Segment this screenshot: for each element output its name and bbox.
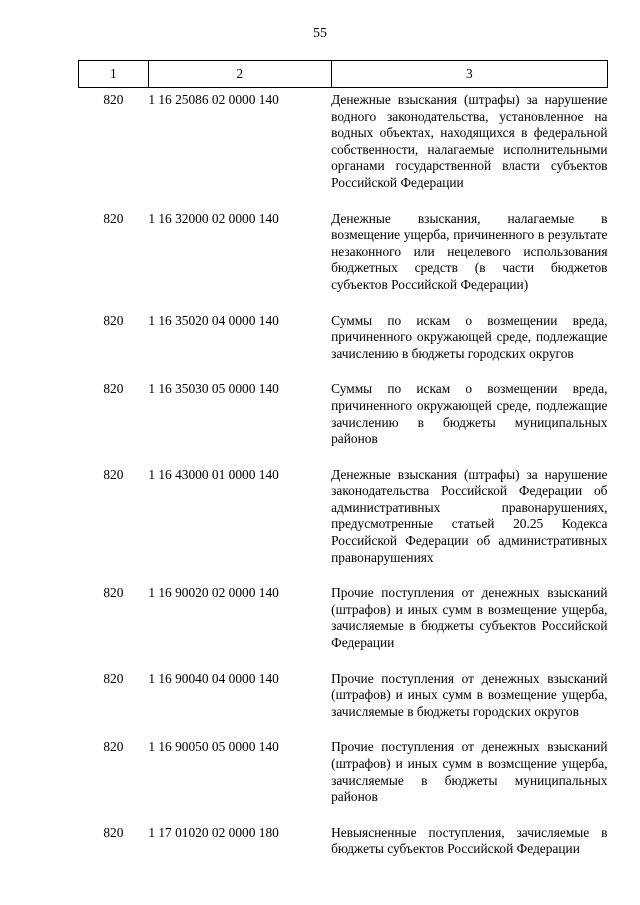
revenue-description: Денежные взыскания (штрафы) за нарушение законодательства Российской Федерации об административных правонарушениях, предусмотренные статьей 20.25 Кодекса Российской Федерации об административных правонарушениях [331, 466, 608, 565]
revenue-code: 1 16 35030 05 0000 140 [148, 381, 279, 397]
revenue-code: 1 16 32000 02 0000 140 [148, 210, 279, 226]
column-header-1: 1 [79, 61, 149, 88]
revenue-description: Денежные взыскания, налагаемые в возмещение ущерба, причиненного в результате незаконного или нецелевого использования бюджетных средств (в части бюджетов субъектов Российской Федерации) [331, 210, 608, 292]
page-number: 55 [313, 26, 327, 41]
revenue-description: Прочие поступления от денежных взысканий (штрафов) и иных сумм в возмсщение ущерба, зачисляемые в бюджеты муниципальных районов [331, 739, 608, 805]
admin-code: 820 [103, 585, 124, 601]
admin-code: 820 [103, 739, 124, 755]
revenue-description: Суммы по искам о возмещении вреда, причиненного окружающей среде, подлежащие зачислению в бюджеты городских округов [331, 312, 608, 361]
revenue-code: 1 16 90020 02 0000 140 [148, 585, 279, 601]
revenue-description: Прочие поступления от денежных взысканий (штрафов) и иных сумм в возмещение ущерба, зачисляемые в бюджеты субъектов Российской Федерации [331, 585, 608, 651]
admin-code: 820 [103, 312, 124, 328]
revenue-code: 1 16 35020 04 0000 140 [148, 312, 279, 328]
table-row [79, 88, 608, 211]
admin-code: 820 [103, 824, 124, 840]
revenue-description: Денежные взыскания (штрафы) за нарушение водного законодательства, установленное на водных объектах, находящихся в федеральной собственности, налагаемые исполнительными органами государственной власти субъектов Российской Федерации [331, 92, 608, 190]
table-row [79, 585, 608, 670]
table-row [79, 671, 608, 740]
admin-code: 820 [103, 670, 124, 686]
revenue-code: 1 16 43000 01 0000 140 [148, 466, 279, 482]
table-row [79, 381, 608, 466]
table-row [79, 825, 608, 877]
revenue-description: Невыясненные поступления, зачисляемые в бюджеты субъектов Российской Федерации [331, 824, 608, 857]
revenue-description: Прочие поступления от денежных взысканий (штрафов) и иных сумм в возмещение ущерба, зачисляемые в бюджеты городских округов [331, 670, 608, 719]
revenue-code: 1 16 90050 05 0000 140 [148, 739, 279, 755]
column-header-2: 2 [148, 61, 331, 88]
table-row [79, 313, 608, 382]
admin-code: 820 [103, 92, 124, 107]
revenue-code: 1 17 01020 02 0000 180 [148, 824, 279, 840]
table-header-row [79, 61, 608, 88]
admin-code: 820 [103, 381, 124, 397]
budget-codes-table [78, 60, 608, 877]
revenue-code: 1 16 90040 04 0000 140 [148, 670, 279, 686]
table-row [79, 211, 608, 313]
revenue-code: 1 16 25086 02 0000 140 [148, 92, 279, 107]
admin-code: 820 [103, 466, 124, 482]
revenue-description: Суммы по искам о возмещении вреда, причиненного окружающей среде, подлежащие зачислению в бюджеты муниципальных районов [331, 381, 608, 447]
table-row [79, 467, 608, 586]
column-header-3: 3 [331, 61, 607, 88]
admin-code: 820 [103, 210, 124, 226]
table-row [79, 739, 608, 824]
